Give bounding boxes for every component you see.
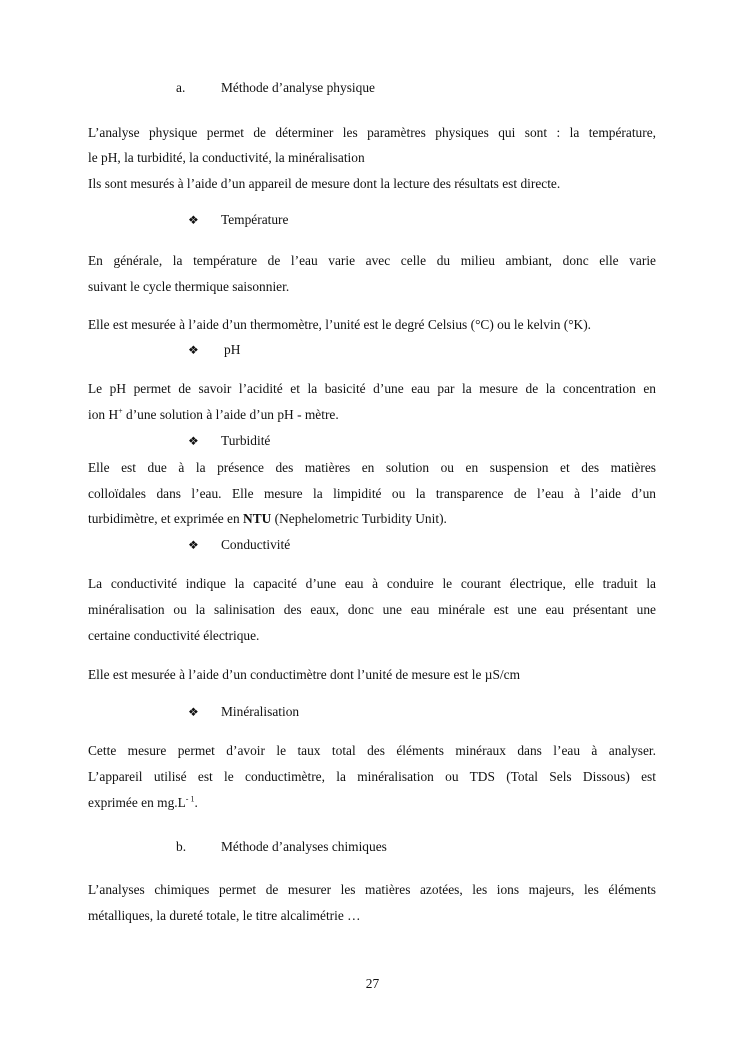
mineralisation-line-2: L’appareil utilisé est le conductimètre, la minéralisation ou TDS (Total Sels Dissous) est (88, 769, 656, 784)
temperature-heading: Température (221, 212, 289, 227)
turbidite-line-3-text-end: (Nephelometric Turbidity Unit). (271, 511, 447, 526)
ph-line-2-sup: + (118, 406, 123, 416)
intro-line-2: le pH, la turbidité, la conductivité, la minéralisation (88, 150, 365, 165)
page-number: 27 (365, 976, 380, 991)
mineralisation-line-3-sup: - 1 (185, 794, 195, 804)
section-a-letter: a. (176, 80, 186, 95)
conductivite-line-1: La conductivité indique la capacité d’une eau à conduire le courant électrique, elle traduit la (88, 576, 656, 591)
conductivite-line-4: Elle est mesurée à l’aide d’un conductimètre dont l’unité de mesure est le µS/cm (88, 667, 520, 682)
turbidite-line-3 (88, 510, 447, 528)
ph-line-1: Le pH permet de savoir l’acidité et la basicité d’une eau par la mesure de la concentration en (88, 381, 656, 396)
conductivite-line-3: certaine conductivité électrique. (88, 628, 260, 643)
diamond-bullet-icon: ❖ (188, 343, 199, 357)
ph-line-2-text: ion H (88, 407, 119, 422)
intro-line-3: Ils sont mesurés à l’aide d’un appareil de mesure dont la lecture des résultats est directe. (88, 176, 561, 191)
temperature-line-3: Elle est mesurée à l’aide d’un thermomètre, l’unité est le degré Celsius (°C) ou le kelvin (°K). (88, 317, 592, 332)
chimique-line-2: métalliques, la dureté totale, le titre alcalimétrie … (88, 908, 361, 923)
diamond-bullet-icon: ❖ (188, 538, 199, 552)
turbidite-line-1: Elle est due à la présence des matières en solution ou en suspension et des matières (88, 460, 656, 475)
conductivite-heading: Conductivité (221, 537, 291, 552)
mineralisation-line-3-text: exprimée en mg.L (88, 795, 186, 810)
turbidite-line-2: colloïdales dans l’eau. Elle mesure la limpidité ou la transparence de l’eau à l’aide d’un (88, 486, 656, 501)
section-b-letter: b. (176, 839, 187, 854)
mineralisation-line-3 (88, 794, 198, 812)
section-a-title: Méthode d’analyse physique (221, 80, 375, 95)
temperature-line-2: suivant le cycle thermique saisonnier. (88, 279, 290, 294)
ntu-bold: NTU (243, 511, 272, 526)
chimique-line-1: L’analyses chimiques permet de mesurer les matières azotées, les ions majeurs, les éléments (88, 882, 656, 897)
diamond-bullet-icon: ❖ (188, 434, 199, 448)
mineralisation-line-3-text-end: . (194, 795, 198, 810)
ph-heading: pH (224, 342, 241, 357)
ph-line-2 (88, 406, 339, 424)
diamond-bullet-icon: ❖ (188, 213, 199, 227)
turbidite-line-3-text: turbidimètre, et exprimée en (88, 511, 244, 526)
mineralisation-line-1: Cette mesure permet d’avoir le taux total des éléments minéraux dans l’eau à analyser. (88, 743, 656, 758)
section-b-title: Méthode d’analyses chimiques (221, 839, 387, 854)
turbidite-heading: Turbidité (221, 433, 271, 448)
temperature-line-1: En générale, la température de l’eau varie avec celle du milieu ambiant, donc elle varie (88, 253, 656, 268)
mineralisation-heading: Minéralisation (221, 704, 300, 719)
ph-line-2-text-end: d’une solution à l’aide d’un pH - mètre. (122, 407, 339, 422)
conductivite-line-2: minéralisation ou la salinisation des eaux, donc une eau minérale est une eau présentant une (88, 602, 656, 617)
diamond-bullet-icon: ❖ (188, 705, 199, 719)
intro-line-1: L’analyse physique permet de déterminer les paramètres physiques qui sont : la température, (88, 125, 656, 140)
